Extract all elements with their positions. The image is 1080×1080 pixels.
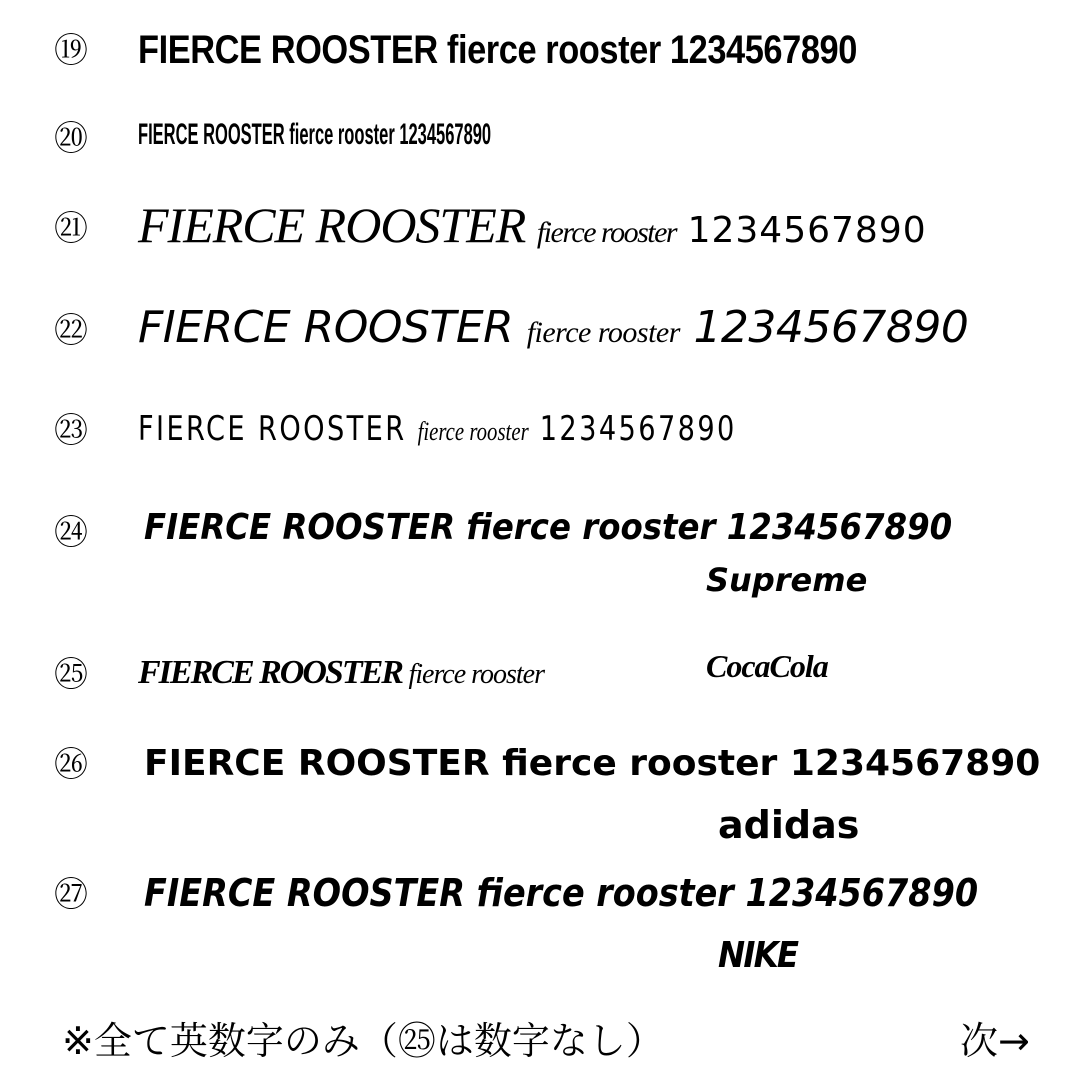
font-sample-text	[138, 302, 969, 353]
sample-uppercase: FIERCE ROOSTER	[138, 302, 514, 353]
sample-digits: 1234567890	[693, 302, 969, 353]
sample-lowercase: fierce rooster	[526, 316, 680, 349]
row-number: ㉕	[54, 655, 88, 695]
sample-uppercase: FIERCE ROOSTER	[138, 118, 285, 151]
brand-example: Supreme	[706, 561, 868, 599]
brand-example: adidas	[718, 803, 860, 847]
footer-note: ※全て英数字のみ（㉕は数字なし）	[62, 1019, 664, 1063]
row-number: ㉓	[54, 411, 88, 451]
sample-uppercase: FIERCE ROOSTER	[138, 28, 438, 72]
row-number: ㉖	[54, 745, 88, 785]
sample-lowercase: fierce rooster	[446, 28, 661, 72]
font-sample-text	[138, 120, 491, 150]
row-number: ㉑	[54, 209, 88, 249]
sample-digits: 1234567890	[726, 507, 953, 548]
next-page-link[interactable]: 次→	[960, 1019, 1030, 1063]
font-sample-text	[138, 656, 544, 690]
brand-example: CocaCola	[706, 648, 828, 684]
row-number: ⑳	[54, 119, 88, 159]
sample-uppercase: FIERCE ROOSTER	[144, 507, 456, 548]
sample-lowercase: fierce rooster	[502, 743, 778, 784]
font-sample-text	[138, 197, 927, 253]
sample-lowercase: fierce rooster	[476, 871, 734, 915]
font-sample-text	[144, 507, 953, 548]
sample-lowercase: fierce rooster	[417, 417, 529, 446]
font-sample-text	[144, 743, 1041, 784]
sample-digits: 1234567890	[539, 409, 737, 449]
sample-lowercase: fierce rooster	[289, 118, 395, 151]
sample-uppercase: FIERCE ROOSTER	[138, 197, 526, 253]
brand-example: NIKE	[718, 935, 798, 976]
row-number: ㉔	[54, 513, 88, 553]
sample-digits: 1234567890	[669, 28, 857, 72]
row-number: ㉗	[54, 875, 88, 915]
sample-lowercase: fierce rooster	[536, 216, 677, 249]
sample-uppercase: FIERCE ROOSTER	[144, 743, 490, 784]
sample-lowercase: fierce rooster	[408, 659, 545, 690]
sample-digits: 1234567890	[399, 118, 492, 151]
font-sample-text	[144, 871, 979, 915]
sample-lowercase: fierce rooster	[466, 507, 716, 548]
row-number: ⑲	[54, 31, 88, 71]
font-sample-text	[138, 30, 857, 70]
sample-uppercase: FIERCE ROOSTER	[138, 409, 407, 449]
row-number: ㉒	[54, 311, 88, 351]
font-sample-text	[138, 409, 737, 449]
sample-digits: 1234567890	[789, 743, 1041, 784]
sample-uppercase: FIERCE ROOSTER	[138, 654, 402, 691]
sample-digits: 1234567890	[745, 871, 979, 915]
sample-uppercase: FIERCE ROOSTER	[144, 871, 466, 915]
sample-digits: 1234567890	[687, 210, 927, 251]
